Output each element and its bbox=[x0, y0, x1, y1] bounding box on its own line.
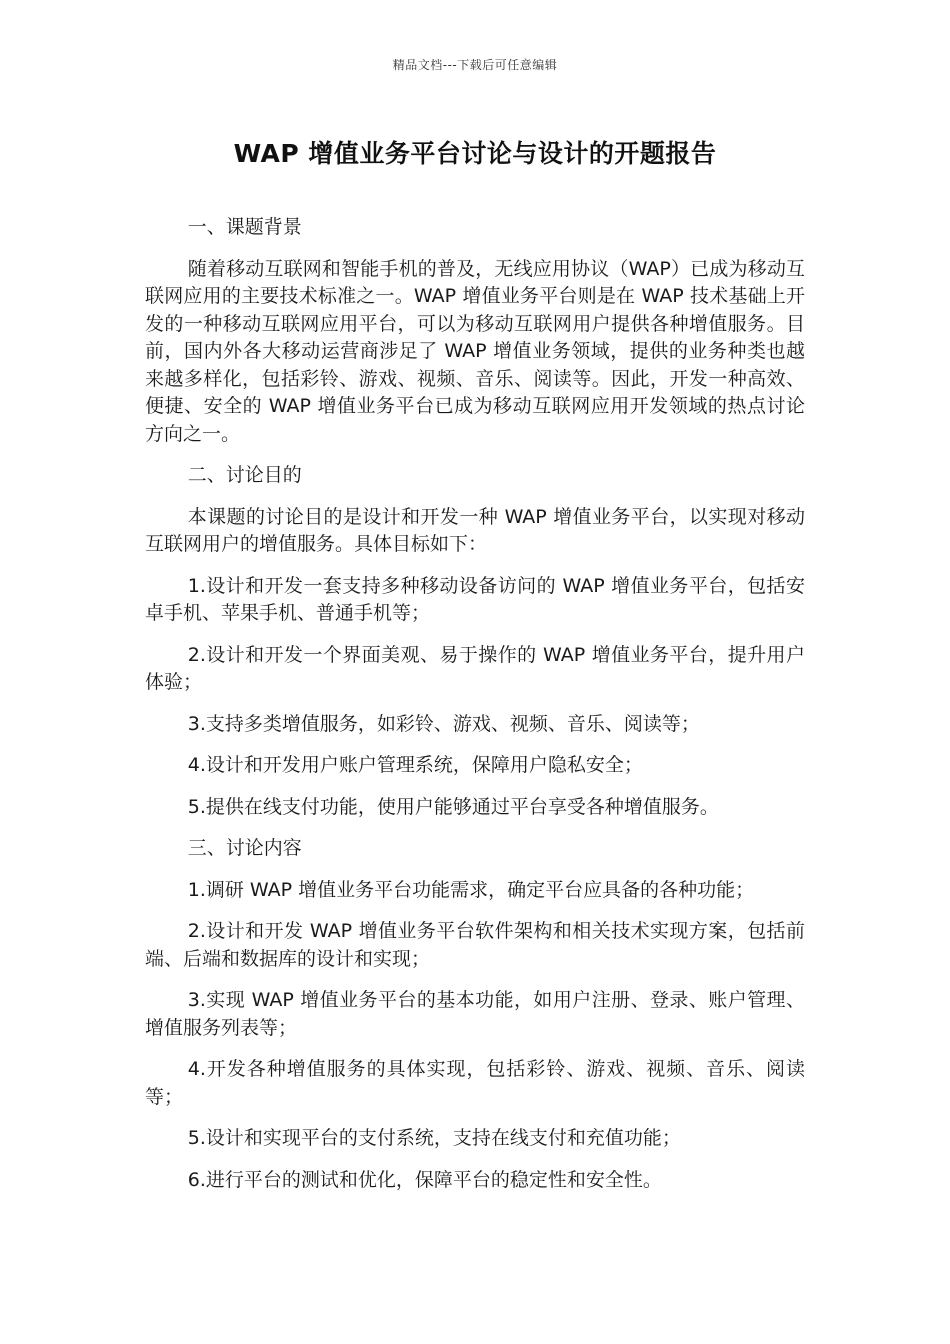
paragraph-background: 随着移动互联网和智能手机的普及，无线应用协议（WAP）已成为移动互联网应用的主要技术标准之一。WAP 增值业务平台则是在 WAP 技术基础上开发的一种移动互联网应用平台，可以为移动互联网用户提供各种增值服务。目前，国内外各大移动运营商涉足了 WAP 增值业务领域，提供的业务种类也越来越多样化，包括彩铃、游戏、视频、音乐、阅读等。因此，开发一种高效、便捷、安全的 WAP 增值业务平台已成为移动互联网应用开发领域的热点讨论方向之一。 bbox=[145, 257, 805, 445]
purpose-item: 5.提供在线支付功能，使用户能够通过平台享受各种增值服务。 bbox=[187, 795, 719, 818]
content-item: 1.调研 WAP 增值业务平台功能需求，确定平台应具备的各种功能； bbox=[187, 878, 755, 901]
section-heading-content: 三、讨论内容 bbox=[187, 837, 302, 859]
content-item: 5.设计和实现平台的支付系统，支持在线支付和充值功能； bbox=[187, 1127, 681, 1149]
purpose-item: 4.设计和开发用户账户管理系统，保障用户隐私安全； bbox=[187, 754, 643, 776]
purpose-item: 3.支持多类增值服务，如彩铃、游戏、视频、音乐、阅读等； bbox=[187, 712, 700, 735]
document-body bbox=[145, 214, 805, 1208]
content-item: 6.进行平台的测试和优化，保障平台的稳定性和安全性。 bbox=[187, 1168, 662, 1191]
purpose-item: 1.设计和开发一套支持多种移动设备访问的 WAP 增值业务平台，包括安卓手机、苹果手机、普通手机等； bbox=[145, 574, 805, 624]
content-item: 2.设计和开发 WAP 增值业务平台软件架构和相关技术实现方案，包括前端、后端和数据库的设计和实现； bbox=[145, 920, 805, 970]
content-item: 3.实现 WAP 增值业务平台的基本功能，如用户注册、登录、账户管理、增值服务列表等； bbox=[145, 989, 805, 1039]
purpose-item: 2.设计和开发一个界面美观、易于操作的 WAP 增值业务平台，提升用户体验； bbox=[145, 643, 805, 693]
document-title: WAP 增值业务平台讨论与设计的开题报告 bbox=[233, 139, 717, 168]
paragraph-purpose: 本课题的讨论目的是设计和开发一种 WAP 增值业务平台，以实现对移动互联网用户的增值服务。具体目标如下： bbox=[145, 505, 805, 555]
section-heading-background: 一、课题背景 bbox=[187, 216, 302, 238]
section-heading-purpose: 二、讨论目的 bbox=[187, 464, 302, 486]
content-item: 4.开发各种增值服务的具体实现，包括彩铃、游戏、视频、音乐、阅读等； bbox=[145, 1058, 805, 1108]
header-note: 精品文档---下载后可任意编辑 bbox=[392, 58, 558, 72]
